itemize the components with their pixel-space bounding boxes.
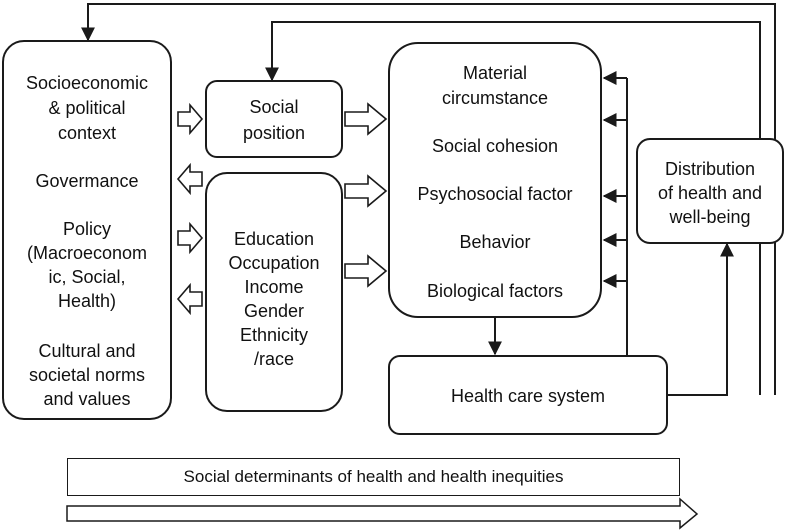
- bottom-banner-label: Social determinants of health and health inequities: [183, 467, 564, 486]
- context-line-2: & political: [48, 98, 126, 118]
- stratifier-education: Education: [233, 229, 315, 249]
- social-position-line-1: Social: [249, 97, 299, 117]
- distribution-line-1: Distribution: [664, 159, 756, 179]
- stratifiers-box: [205, 172, 343, 412]
- block-arrow-position-to-intermediary: [345, 104, 386, 134]
- distribution-line-3: well-being: [669, 207, 751, 227]
- block-arrow-stratifiers-to-psychosocial: [345, 176, 386, 206]
- context-line-5: Policy: [62, 219, 111, 239]
- intermediary-box: [388, 42, 602, 318]
- distribution-line-2: of health and: [657, 183, 763, 203]
- context-line-10: societal norms: [28, 365, 146, 385]
- context-line-6: (Macroeconom: [26, 243, 148, 263]
- health-care-label: Health care system: [450, 386, 606, 406]
- psychosocial-text: Psychosocial factor: [417, 184, 573, 204]
- biological-text: Biological factors: [426, 281, 564, 301]
- stratifier-income: Income: [244, 277, 304, 297]
- social-position-line-2: position: [242, 123, 306, 143]
- stratifier-ethnicity: Ethnicity: [239, 325, 309, 345]
- context-line-7: ic, Social,: [48, 267, 126, 287]
- block-arrow-policy-to-stratifiers: [178, 224, 202, 252]
- block-arrow-stratifiers-to-context: [178, 165, 202, 193]
- behavior-text: Behavior: [459, 232, 531, 252]
- stratifier-race: /race: [253, 349, 295, 369]
- context-line-3: context: [57, 123, 117, 143]
- context-line-8: Health): [57, 291, 117, 311]
- material-line-2: circumstance: [441, 88, 549, 108]
- social-position-box: [205, 80, 343, 158]
- bottom-banner: [67, 458, 680, 496]
- stratifier-occupation: Occupation: [228, 253, 320, 273]
- context-box: [2, 40, 172, 420]
- block-arrow-stratifiers-to-culture: [178, 285, 202, 313]
- context-line-11: and values: [43, 389, 131, 409]
- context-line-4: Govermance: [35, 171, 139, 191]
- context-line-9: Cultural and: [38, 341, 136, 361]
- material-line-1: Material: [462, 63, 528, 83]
- distribution-box: [636, 138, 784, 244]
- block-arrow-stratifiers-to-biological: [345, 256, 386, 286]
- health-care-box: [388, 355, 668, 435]
- context-line-1: Socioeconomic: [25, 73, 149, 93]
- long-bottom-arrow: [67, 499, 697, 528]
- block-arrow-context-to-position: [178, 105, 202, 133]
- arrow-healthcare-to-distribution: [668, 244, 727, 395]
- social-cohesion-text: Social cohesion: [431, 136, 559, 156]
- stratifier-gender: Gender: [243, 301, 305, 321]
